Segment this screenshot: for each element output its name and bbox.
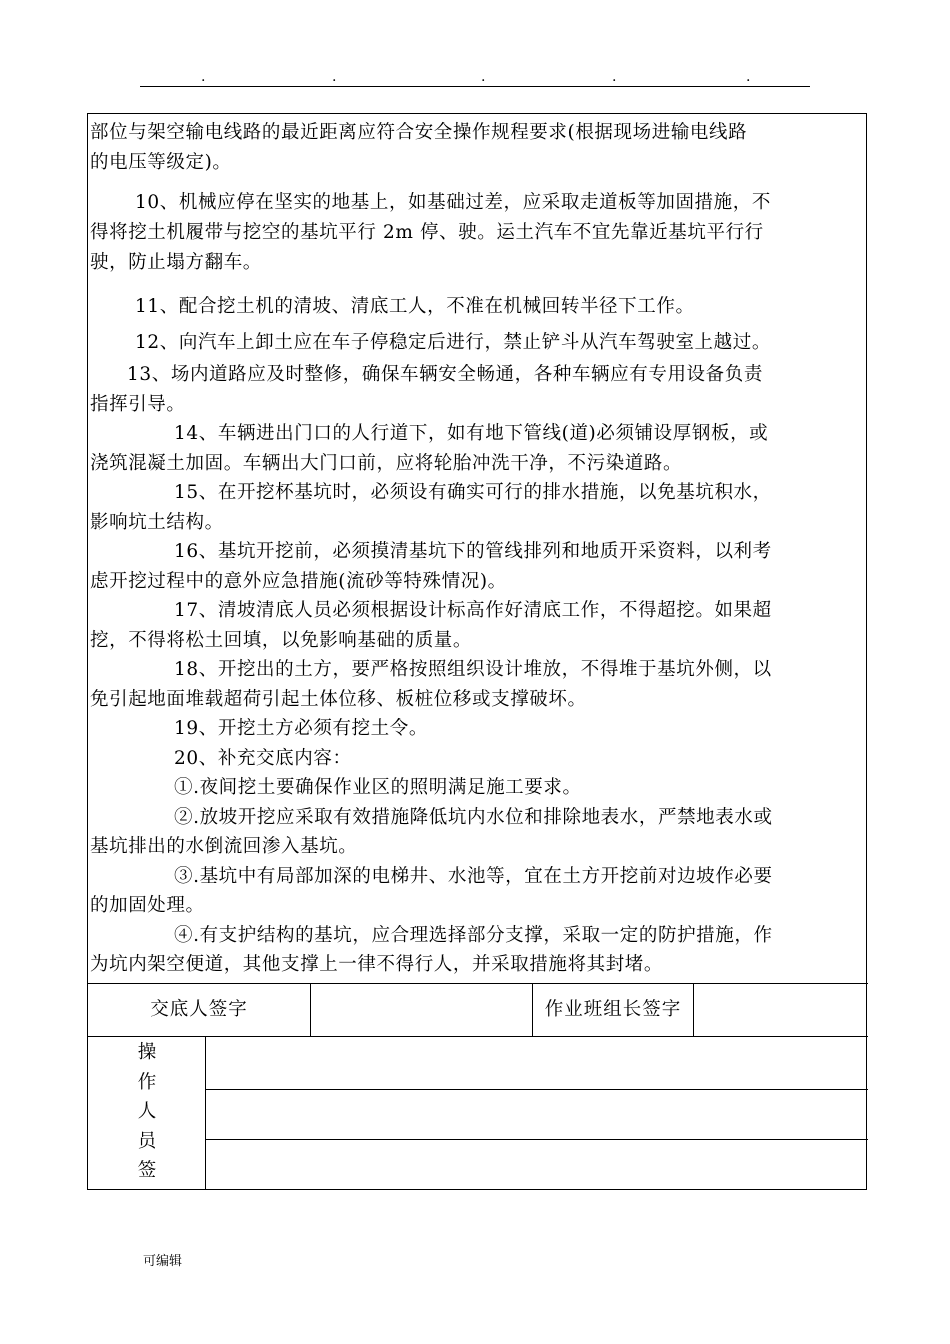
header-dot: .	[201, 69, 206, 85]
disclosure-table	[87, 113, 867, 1190]
paragraph-10-cont: 得将挖土机履带与挖空的基坑平行 2m 停、驶。运土汽车不宜先靠近基坑平行行 驶，防止塌方翻车。	[90, 222, 764, 273]
operator-signature-line[interactable]	[206, 1089, 868, 1090]
paragraph-17-cont: 挖，不得将松土回填，以免影响基础的质量。	[90, 630, 473, 651]
paragraph-12: 12、向汽车上卸土应在车子停稳定后进行，禁止铲斗从汽车驾驶室上越过。	[135, 332, 771, 353]
signature-row	[88, 984, 868, 1037]
paragraph-continued: 部位与架空输电线路的最近距离应符合安全操作规程要求(根据现场进输电线路 的电压等级定)。	[90, 122, 748, 173]
supplement-4: ④.有支护结构的基坑，应合理选择部分支撑，采取一定的防护措施，作	[174, 925, 773, 946]
paragraph-11: 11、配合挖土机的清坡、清底工人，不准在机械回转半径下工作。	[135, 296, 695, 317]
operators-signature-label: 操 作 人 员 签	[88, 1037, 206, 1189]
disclosure-content	[88, 114, 868, 984]
paragraph-13: 13、场内道路应及时整修，确保车辆安全畅通，各种车辆应有专用设备负责	[127, 364, 763, 385]
paragraph-14-cont: 浇筑混凝土加固。车辆出大门口前，应将轮胎冲洗干净，不污染道路。	[90, 453, 683, 474]
paragraph-15: 15、在开挖杯基坑时，必须设有确实可行的排水措施，以免基坑积水，	[174, 482, 772, 503]
paragraph-18-cont: 免引起地面堆载超荷引起土体位移、板桩位移或支撑破坏。	[90, 689, 587, 710]
paragraph-14: 14、车辆进出门口的人行道下，如有地下管线(道)必须铺设厚钢板，或	[174, 423, 769, 444]
paragraph-16-cont: 虑开挖过程中的意外应急措施(流砂等特殊情况)。	[90, 571, 507, 592]
header-rule	[140, 86, 810, 87]
supplement-3: ③.基坑中有局部加深的电梯井、水池等，宜在土方开挖前对边坡作必要	[174, 866, 773, 887]
operator-signature-line[interactable]	[206, 1139, 868, 1140]
discloser-signature-field[interactable]	[311, 984, 533, 1036]
paragraph-15-cont: 影响坑土结构。	[90, 512, 224, 533]
paragraph-16: 16、基坑开挖前，必须摸清基坑下的管线排列和地质开采资料，以利考	[174, 541, 772, 562]
supplement-2-cont: 基坑排出的水倒流回渗入基坑。	[90, 836, 358, 857]
team-leader-signature-field[interactable]	[694, 984, 868, 1036]
paragraph-10: 10、机械应停在坚实的地基上，如基础过差，应采取走道板等加固措施，不	[135, 192, 771, 213]
paragraph-13-cont: 指挥引导。	[90, 394, 186, 415]
header-dot: .	[746, 69, 751, 85]
supplement-1: ①.夜间挖土要确保作业区的照明满足施工要求。	[174, 777, 582, 798]
paragraph-18: 18、开挖出的土方，要严格按照组织设计堆放，不得堆于基坑外侧，以	[174, 659, 772, 680]
supplement-2: ②.放坡开挖应采取有效措施降低坑内水位和排除地表水，严禁地表水或	[174, 807, 773, 828]
footer-editable-note: 可编辑	[143, 1254, 183, 1269]
paragraph-17: 17、清坡清底人员必须根据设计标高作好清底工作，不得超挖。如果超	[174, 600, 772, 621]
header-dot: .	[332, 69, 337, 85]
supplement-4-cont: 为坑内架空便道，其他支撑上一律不得行人，并采取措施将其封堵。	[90, 954, 664, 975]
supplement-3-cont: 的加固处理。	[90, 895, 205, 916]
team-leader-signature-label: 作业班组长签字	[533, 984, 694, 1036]
paragraph-20: 20、补充交底内容：	[174, 748, 352, 769]
header-dot: .	[612, 69, 617, 85]
paragraph-19: 19、开挖土方必须有挖土令。	[174, 718, 428, 739]
discloser-signature-label: 交底人签字	[88, 984, 311, 1036]
operators-signature-section	[88, 1037, 868, 1189]
header-dot: .	[481, 69, 486, 85]
